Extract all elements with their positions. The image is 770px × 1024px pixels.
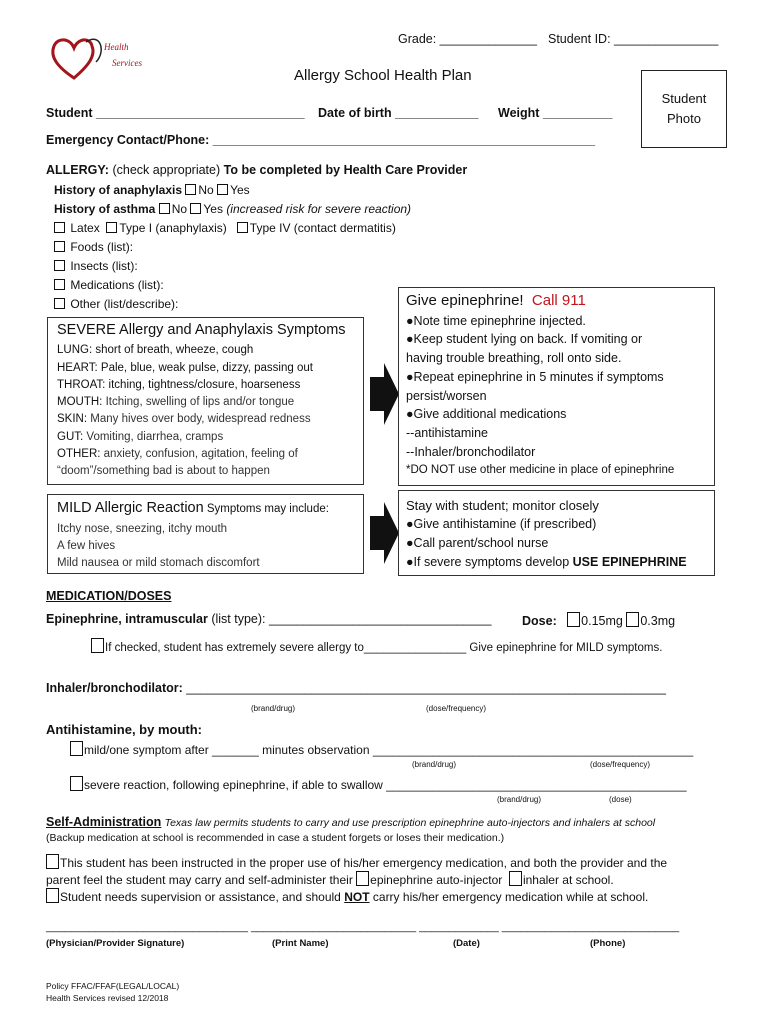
no-label: No [171,202,188,216]
print-name-caption: (Print Name) [272,938,329,949]
mild-antihistamine-field[interactable]: mild/one symptom after _______ minutes observation ________________________________________________ [84,743,694,757]
use-epinephrine: USE EPINEPHRINE [572,555,687,569]
stay-with-student-box [398,490,715,576]
call-911: Call 911 [531,292,586,309]
mouth-key: MOUTH: [57,396,103,409]
mild-antihistamine-checkbox[interactable] [70,741,83,756]
signature-lines[interactable]: _________________________________ ___________________________ _____________ _____________________________ [46,921,680,933]
inhaler-dose-caption: (dose/frequency) [426,704,487,713]
mild-symptoms-box [47,494,364,574]
no-label: No [198,183,214,197]
skin-key: SKIN: [57,413,88,426]
mild-line-1: Itchy nose, sneezing, itchy mouth [57,523,228,535]
epinephrine-row [46,612,491,626]
other-row [54,297,178,311]
anaphylaxis-no-checkbox[interactable] [185,184,196,195]
epi-line-1: ●Note time epinephrine injected. [406,313,586,328]
weight-field[interactable]: Weight __________ [498,106,613,120]
instructed-row [46,854,667,870]
severe-antihistamine-field[interactable]: severe reaction, following epinephrine, if able to swallow _____________________________________________ [84,778,687,792]
anaphylaxis-label: History of anaphylaxis [54,183,183,197]
epi-line-8: --Inhaler/bronchodilator [406,444,536,459]
mild-antihistamine-row [70,741,693,757]
yes-label: Yes [203,202,223,216]
asthma-note: (increased risk for severe reaction) [226,202,412,216]
supervision-text: Student needs supervision or assistance, and should [60,890,341,904]
page-title: Allergy School Health Plan [294,67,472,84]
grade-field[interactable]: Grade: ______________ [398,32,538,46]
lung-text: short of breath, wheeze, cough [95,344,254,357]
type1-label: Type I (anaphylaxis) [119,221,227,235]
foods-label: Foods (list): [70,240,134,254]
stay-title: Stay with student; monitor closely [406,498,599,513]
epi-line-7: --antihistamine [406,425,488,440]
dose-label: Dose: [522,614,557,628]
mouth-text: Itching, swelling of lips and/or tongue [105,396,295,409]
latex-label: Latex [70,221,100,235]
antihistamine-label: Antihistamine, by mouth: [46,722,202,737]
inhaler-row [46,681,666,695]
mild-dose-caption: (dose/frequency) [590,760,651,769]
self-admin-row [46,815,655,829]
carry-row [46,871,614,887]
severe-antihistamine-checkbox[interactable] [70,776,83,791]
severe-allergy-row [91,638,662,654]
inhaler-checkbox[interactable] [509,871,522,886]
heart-key: HEART: [57,361,98,374]
heart-text: Pale, blue, weak pulse, dizzy, passing out [100,361,313,374]
allergy-completed-note: To be completed by Health Care Provider [223,163,468,177]
student-photo-label: Student Photo [661,91,707,126]
date-caption: (Date) [453,938,480,949]
epi-line-4: ●Repeat epinephrine in 5 minutes if symptoms [406,369,664,384]
epi-title: Give epinephrine! [406,292,524,309]
epi-line-2: ●Keep student lying on back. If vomiting or [406,332,643,347]
foods-row [54,240,133,254]
asthma-label: History of asthma [54,202,156,216]
supervision-text-2: carry his/her emergency medication while at school. [372,890,649,904]
throat-key: THROAT: [57,378,106,391]
self-admin-label: Self-Administration [46,815,162,829]
heart-logo-icon [46,32,161,84]
other-key: OTHER: [57,448,101,461]
student-field[interactable]: Student ______________________________ [46,106,305,120]
insects-row [54,259,138,273]
allergy-label: ALLERGY: [46,163,109,177]
phone-caption: (Phone) [590,938,626,949]
stay-line-1: ●Give antihistamine (if prescribed) [406,517,597,531]
type4-checkbox[interactable] [237,222,248,233]
student-photo-box [641,70,727,148]
epi-line-3: having trouble breathing, roll onto side. [406,351,622,366]
allergy-check-note: (check appropriate) [112,163,221,177]
texas-law-note: Texas law permits students to carry and use prescription epinephrine auto-injectors and inhalers at school [164,817,656,829]
epi-line-5: persist/worsen [406,388,487,403]
epi-line-6: ●Give additional medications [406,407,567,422]
stay-line-3: ●If severe symptoms develop [406,555,570,569]
medications-row [54,278,164,292]
student-id-field[interactable]: Student ID: _______________ [548,32,719,46]
carry-text: parent feel the student may carry and self-administer their [46,873,353,887]
mild-brand-caption: (brand/drug) [412,760,457,769]
medication-heading: MEDICATION/DOSES [46,589,172,603]
epi-line-9: *DO NOT use other medicine in place of epinephrine [406,464,675,477]
asthma-yes-checkbox[interactable] [190,203,201,214]
logo-line1: Health [104,42,129,52]
inhaler-brand-caption: (brand/drug) [251,704,296,713]
inhaler-field[interactable]: _____________________________________________________________________ [186,681,666,695]
allergy-heading [46,163,467,177]
anaphylaxis-yes-checkbox[interactable] [217,184,228,195]
mild-title-2: Symptoms may include: [206,503,329,515]
instructed-text: This student has been instructed in the proper use of his/her emergency medication, and both the provider and the [60,856,668,870]
backup-note: (Backup medication at school is recommended in case a student forgets or loses their medication.) [46,832,505,844]
not-emphasis: NOT [344,890,370,904]
medications-checkbox[interactable] [54,279,65,290]
health-services-logo [46,32,161,84]
footer-policy: Policy FFAC/FFAF(LEGAL/LOCAL) [46,981,180,991]
dose-03-checkbox[interactable] [626,612,639,627]
severe-antihistamine-row [70,776,687,792]
severe-arrow-icon [368,363,400,425]
severe-title: SEVERE Allergy and Anaphylaxis Symptoms [57,322,346,338]
anaphylaxis-history-row [54,183,250,197]
gut-key: GUT: [57,430,84,443]
dose-row [522,612,675,628]
emergency-contact-field[interactable]: Emergency Contact/Phone: _______________________________________________________ [46,133,596,147]
severe-dose-caption: (dose) [609,795,632,804]
dob-field[interactable]: Date of birth ____________ [318,106,479,120]
type1-checkbox[interactable] [106,222,117,233]
latex-row [54,221,396,235]
stay-line-2: ●Call parent/school nurse [406,536,549,550]
give-epinephrine-box [398,287,715,486]
skin-text: Many hives over body, widespread redness [90,413,311,426]
inhaler-label: Inhaler/bronchodilator: [46,681,183,695]
dose-015-label: 0.15mg [581,614,623,628]
physician-caption: (Physician/Provider Signature) [46,938,185,949]
gut-text: Vomiting, diarrhea, cramps [86,430,224,443]
dose-015-checkbox[interactable] [567,612,580,627]
epi-type-field[interactable]: (list type): ________________________________ [211,612,492,626]
other-text-2: “doom”/something bad is about to happen [57,465,270,478]
foods-checkbox[interactable] [54,241,65,252]
insects-checkbox[interactable] [54,260,65,271]
auto-injector-label: epinephrine auto-injector [370,873,503,887]
throat-text: itching, tightness/closure, hoarseness [108,378,301,391]
medications-label: Medications (list): [70,278,164,292]
asthma-history-row [54,202,411,216]
supervision-checkbox[interactable] [46,888,59,903]
severe-brand-caption: (brand/drug) [497,795,542,804]
inhaler-carry-label: inhaler at school. [522,873,614,887]
insects-label: Insects (list): [70,259,138,273]
supervision-row [46,888,648,904]
dose-03-label: 0.3mg [640,614,676,628]
type4-label: Type IV (contact dermatitis) [249,221,396,235]
severe-symptoms-box [47,317,364,485]
mild-line-2: A few hives [57,540,116,552]
asthma-no-checkbox[interactable] [159,203,170,214]
logo-line2: Services [112,58,142,68]
other-checkbox[interactable] [54,298,65,309]
yes-label: Yes [230,183,250,197]
latex-checkbox[interactable] [54,222,65,233]
instructed-checkbox[interactable] [46,854,59,869]
severe-allergy-checkbox[interactable] [91,638,104,653]
mild-title: MILD Allergic Reaction [57,500,204,516]
mild-line-3: Mild nausea or mild stomach discomfort [57,557,260,569]
epi-label: Epinephrine, intramuscular [46,612,208,626]
auto-injector-checkbox[interactable] [356,871,369,886]
footer-revised: Health Services revised 12/2018 [46,993,169,1003]
lung-key: LUNG: [57,344,93,357]
other-label: Other (list/describe): [70,297,179,311]
mild-arrow-icon [368,502,400,564]
other-text: anxiety, confusion, agitation, feeling of [103,448,298,461]
severe-allergy-note: If checked, student has extremely severe allergy to________________ Give epinephrine for MILD symptoms. [105,642,663,654]
